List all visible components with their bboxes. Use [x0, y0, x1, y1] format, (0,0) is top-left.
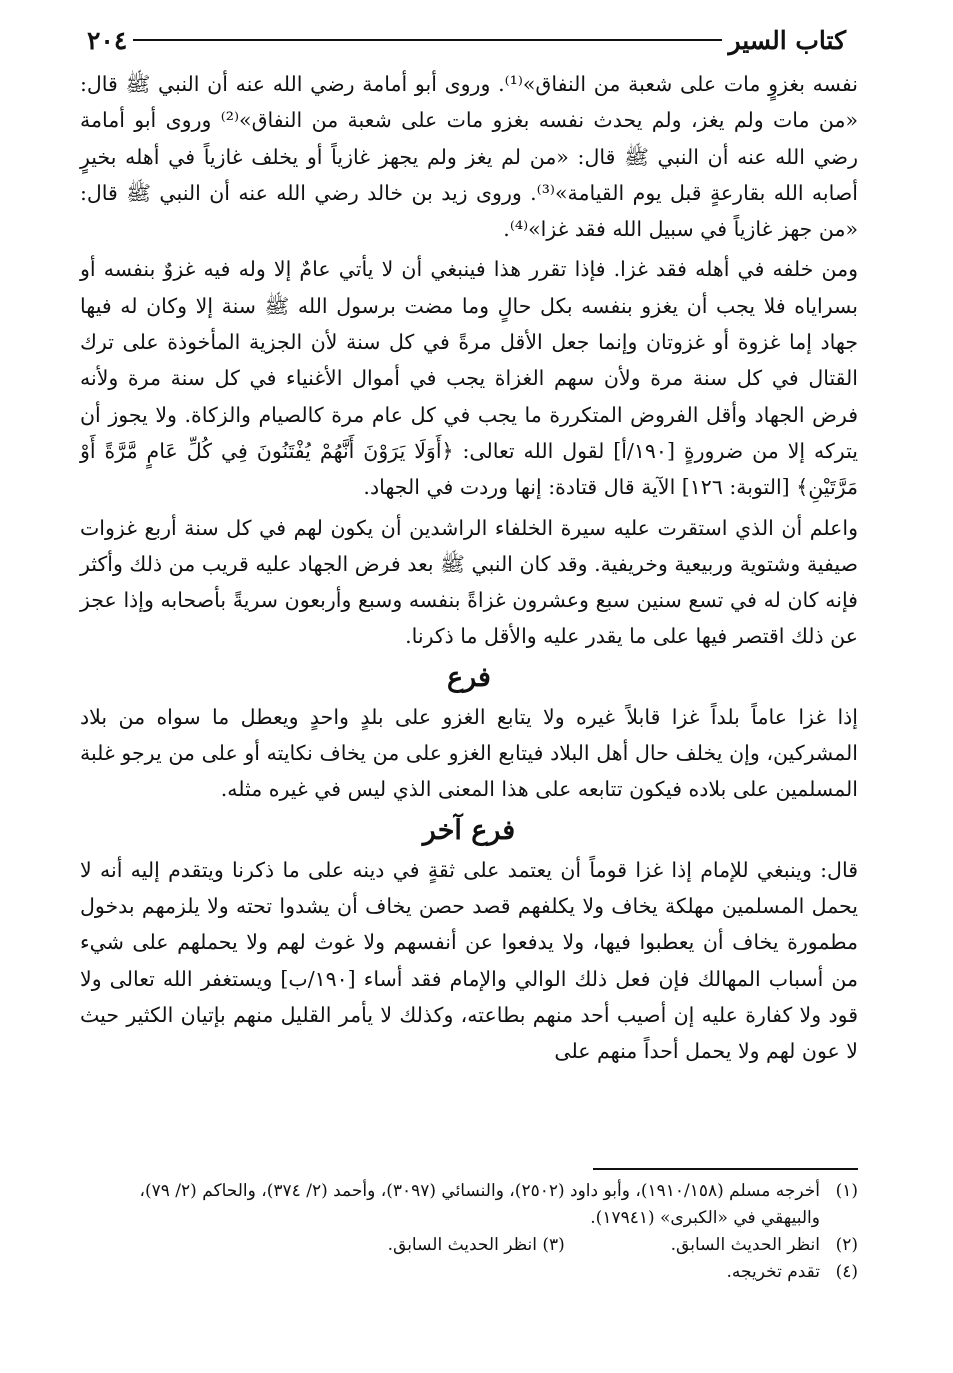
footnote-rule: [593, 1168, 858, 1170]
footnote-number: (٤): [835, 1262, 858, 1282]
paragraph-5: قال: وينبغي للإمام إذا غزا قوماً أن يعتمد على ثقةٍ في دينه على ما ذكرنا ويتقدم إليه أنه لا يحمل المسلمين مهلكة يخاف ولا يكلفهم قصد حصن يخاف أن يشدوا تحته ولا يلزمهم بدخول مطمورة يخاف أن يعطبوا فيها، ولا يدفعوا عن أنفسهم ولا غوث لهم ولا يحملهم على شيء من أسباب المهالك فإن فعل ذلك الوالي والإمام فقد أساء [١٩٠/ب] ويستغفر الله تعالى ولا قود ولا كفارة عليه إن أصيب أحد منهم بطاعته، وكذلك لا يأمر القليل منهم بإتيان الكثير حيث لا عون لهم ولا يحمل أحداً منهم على: [80, 857, 858, 1064]
footnote-text: انظر الحديث السابق.: [387, 1235, 537, 1255]
section-heading-far: فرع: [447, 661, 491, 693]
page-header: [75, 22, 858, 58]
footnote-text: أخرجه مسلم (١٩١٠/١٥٨)، وأبو داود (٢٥٠٢)، والنسائي (٣٠٩٧)، وأحمد (٢/ ٣٧٤)، والحاكم (٢/ ٧٩)، والبيهقي في «الكبرى» (١٧٩٤١).: [139, 1181, 820, 1228]
footnote-4: [78, 1259, 858, 1286]
footnote-text: انظر الحديث السابق.: [670, 1235, 820, 1255]
paragraph-2: ومن خلفه في أهله فقد غزا. فإذا تقرر هذا فينبغي أن لا يأتي عامٌ إلا وله فيه غزوٌ بنفسه أو بسراياه فلا يجب أن يغزو بنفسه بكل حالٍ وما مضت برسول الله ﷺ سنة إلا وكان له فيها جهاد إما غزوة أو غزوتان وإنما جعل الأقل مرةً في كل سنة لأن الجزية المأخوذة على ترك القتال في كل سنة مرة ولأن سهم الغزاة يجب في أموال الأغنياء في كل سنة مرة ولأنه فرض الجهاد وأقل الفروض المتكررة ما يجب في كل عام مرة كالصيام والزكاة. ولا يجوز أن يتركه إلا من ضرورةٍ [١٩٠/أ] لقول الله تعالى: ﴿أَوَلَا يَرَوْنَ أَنَّهُمْ يُفْتَنُونَ فِي كُلِّ عَامٍ مَّرَّةً أَوْ مَرَّتَيْنِ﴾ [التوبة: ١٢٦] الآية قال قتادة: إنها وردت في الجهاد.: [80, 257, 858, 500]
paragraph-1: نفسه بغزوٍ مات على شعبة من النفاق»⁽¹⁾. وروى أبو أمامة رضي الله عنه أن النبي ﷺ قال: «من مات ولم يغز، ولم يحدث نفسه بغزو مات على شعبة من النفاق»⁽²⁾ وروى أبو أمامة رضي الله عنه أن النبي ﷺ قال: «من لم يغز ولم يجهز غازياً أو يخلف غازياً في أهله بخيرٍ أصابه الله بقارعةٍ قبل يوم القيامة»⁽³⁾. وروى زيد بن خالد رضي الله عنه أن النبي ﷺ قال: «من جهز غازياً في سبيل الله فقد غزا»⁽⁴⁾.: [80, 72, 859, 242]
footnote-2-3: [78, 1232, 858, 1259]
header-rule: [133, 39, 722, 41]
footnote-number: (٢): [835, 1235, 858, 1255]
footnote-text: تقدم تخريجه.: [726, 1262, 820, 1282]
footnote-text-pair: [78, 1232, 820, 1259]
footnote-number: (٣): [542, 1235, 565, 1255]
footnote-1: [78, 1178, 858, 1232]
paragraph-4: إذا غزا عاماً بلداً غزا قابلاً غيره ولا يتابع الغزو على بلدٍ واحدٍ ويعطل ما سواه من بلاد المشركين، وإن يخلف حال أهل البلاد فيتابع الغزو على من يخاف نكايته أو على من يرجو غلبة المسلمين على بلاده فيكون تتابعه على هذا المعنى الذي ليس في غيره مثله.: [80, 704, 858, 802]
footnote-number: (١): [835, 1181, 858, 1201]
page-body: [80, 66, 858, 1069]
page-number: ٢٠٤: [87, 25, 128, 55]
footnotes: [78, 1178, 858, 1286]
running-title: كتاب السير: [728, 25, 846, 55]
section-heading-far-akhar: فرع آخر: [422, 814, 516, 846]
paragraph-3: واعلم أن الذي استقرت عليه سيرة الخلفاء الراشدين أن يكون لهم في كل سنة أربع غزوات صيفية وشتوية وربيعية وخريفية. وقد كان النبي ﷺ بعد فرض الجهاد عليه قريب من ذلك وأكثر فإنه كان له في تسع سنين سبع وعشرون غزاةً بنفسه وسبع وأربعون سريةً بأصحابه وإذا عجز عن ذلك اقتصر فيها على ما يقدر عليه والأقل ما ذكرنا.: [80, 515, 858, 649]
